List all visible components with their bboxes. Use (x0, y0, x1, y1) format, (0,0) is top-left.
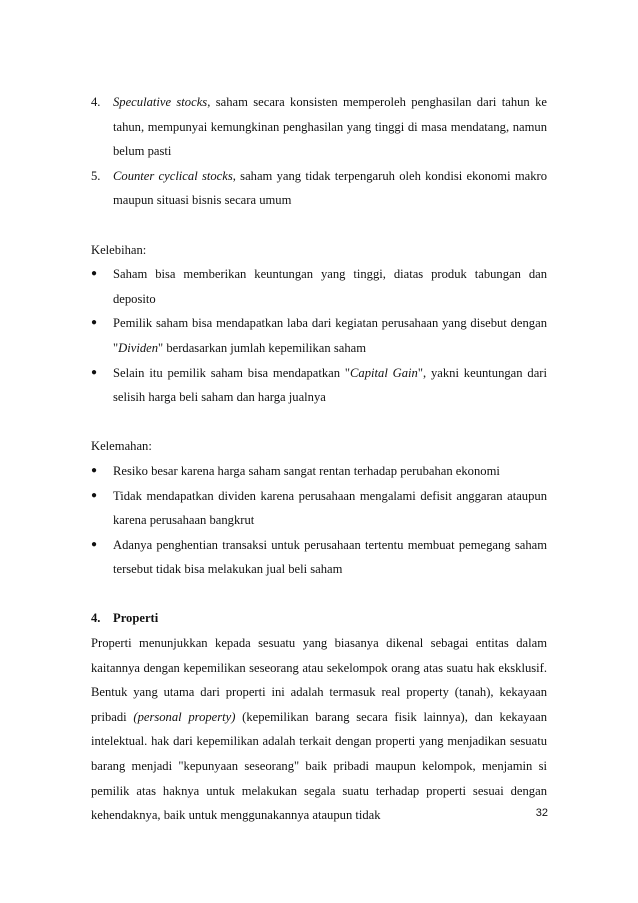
text-run: Selain itu pemilik saham bisa mendapatkan " (113, 365, 351, 380)
text-run: Saham bisa memberikan keuntungan yang tinggi, diatas produk tabungan dan deposito (113, 267, 547, 306)
text-run: Properti menunjukkan kepada sesuatu yang biasanya dikenal sebagai entitas dalam kaitannya dengan kepemilikan seseorang atau sekelompok orang atas suatu hak eksklusif. Bentuk yang utama dari properti ini adalah termasuk real property (tanah), kekayaan pribadi (91, 636, 547, 724)
text-run: " berdasarkan jumlah kepemilikan saham (158, 340, 367, 355)
bullet-icon: ● (91, 538, 98, 550)
italic-run: Capital Gain (350, 365, 418, 380)
list-item-text: Resiko besar karena harga saham sangat rentan terhadap perubahan ekonomi (113, 463, 500, 478)
list-item-text (113, 262, 547, 311)
spacer (91, 410, 547, 435)
kelebihan-heading: Kelebihan: (91, 242, 147, 257)
text-run: (kepemilikan barang secara fisik lainnya), dan kekayaan intelektual. hak dari kepemilikan adalah terkait dengan properti yang menjadikan sesuatu barang menjadi "kepunyaan seseorang" baik pribadi maupun kelompok, menjamin si pemilik atas haknya untuk melakukan segala suatu terhadap properti sesuai dengan kehendaknya, baik untuk menggunakannya ataupun tidak (91, 709, 547, 823)
section-paragraph (91, 631, 547, 828)
item-number: 5. (91, 168, 101, 183)
item-term: Counter cyclical stocks (113, 168, 233, 183)
bullet-icon: ● (91, 489, 98, 501)
list-item (91, 361, 547, 410)
italic-run: Dividen (118, 340, 159, 355)
list-item-text (113, 361, 547, 410)
item-term: Speculative stocks (113, 95, 208, 109)
text-run: Pemilik saham bisa mendapatkan laba dari kegiatan perusahaan yang disebut dengan " (113, 316, 547, 355)
text-run: ", yakni keuntungan dari selisih harga beli saham dan harga jualnya (113, 365, 547, 405)
list-item-text: Adanya penghentian transaksi untuk perusahaan tertentu membuat pemegang saham tersebut tidak bisa melakukan jual beli saham (113, 537, 547, 577)
item-description: , saham yang tidak terpengaruh oleh kondisi ekonomi makro maupun situasi bisnis secara umum (113, 168, 547, 208)
item-text (113, 164, 547, 213)
section-heading (91, 606, 547, 631)
list-item (91, 533, 547, 582)
bullet-icon: ● (91, 464, 98, 476)
spacer (91, 213, 547, 238)
spacer (91, 582, 547, 607)
item-description: , saham secara konsisten memperoleh penghasilan dari tahun ke tahun, mempunyai kemungkinan penghasilan yang tinggi di masa mendatang, namun belum pasti (113, 95, 547, 159)
kelebihan-list (91, 262, 547, 410)
bullet-icon: ● (91, 317, 98, 329)
list-item (91, 262, 547, 311)
kelemahan-list (91, 459, 547, 582)
item-text (113, 90, 547, 164)
page-number: 32 (535, 807, 548, 819)
list-item (91, 484, 547, 533)
bullet-icon: ● (91, 268, 98, 280)
list-item (91, 459, 547, 484)
kelemahan-heading: Kelemahan: (91, 439, 152, 454)
numbered-item-counter-cyclical-stocks (91, 164, 547, 213)
page-content (91, 90, 547, 828)
italic-run: (personal property) (133, 709, 236, 724)
item-number: 4. (91, 95, 101, 109)
section-number: 4. (91, 611, 101, 626)
bullet-icon: ● (91, 366, 98, 378)
section-title: Properti (113, 611, 159, 626)
list-item-text: Tidak mendapatkan dividen karena perusahaan mengalami defisit anggaran ataupun karena perusahaan bangkrut (113, 488, 547, 528)
list-item (91, 311, 547, 360)
list-item-text (113, 311, 547, 360)
numbered-item-speculative-stocks (91, 90, 547, 164)
